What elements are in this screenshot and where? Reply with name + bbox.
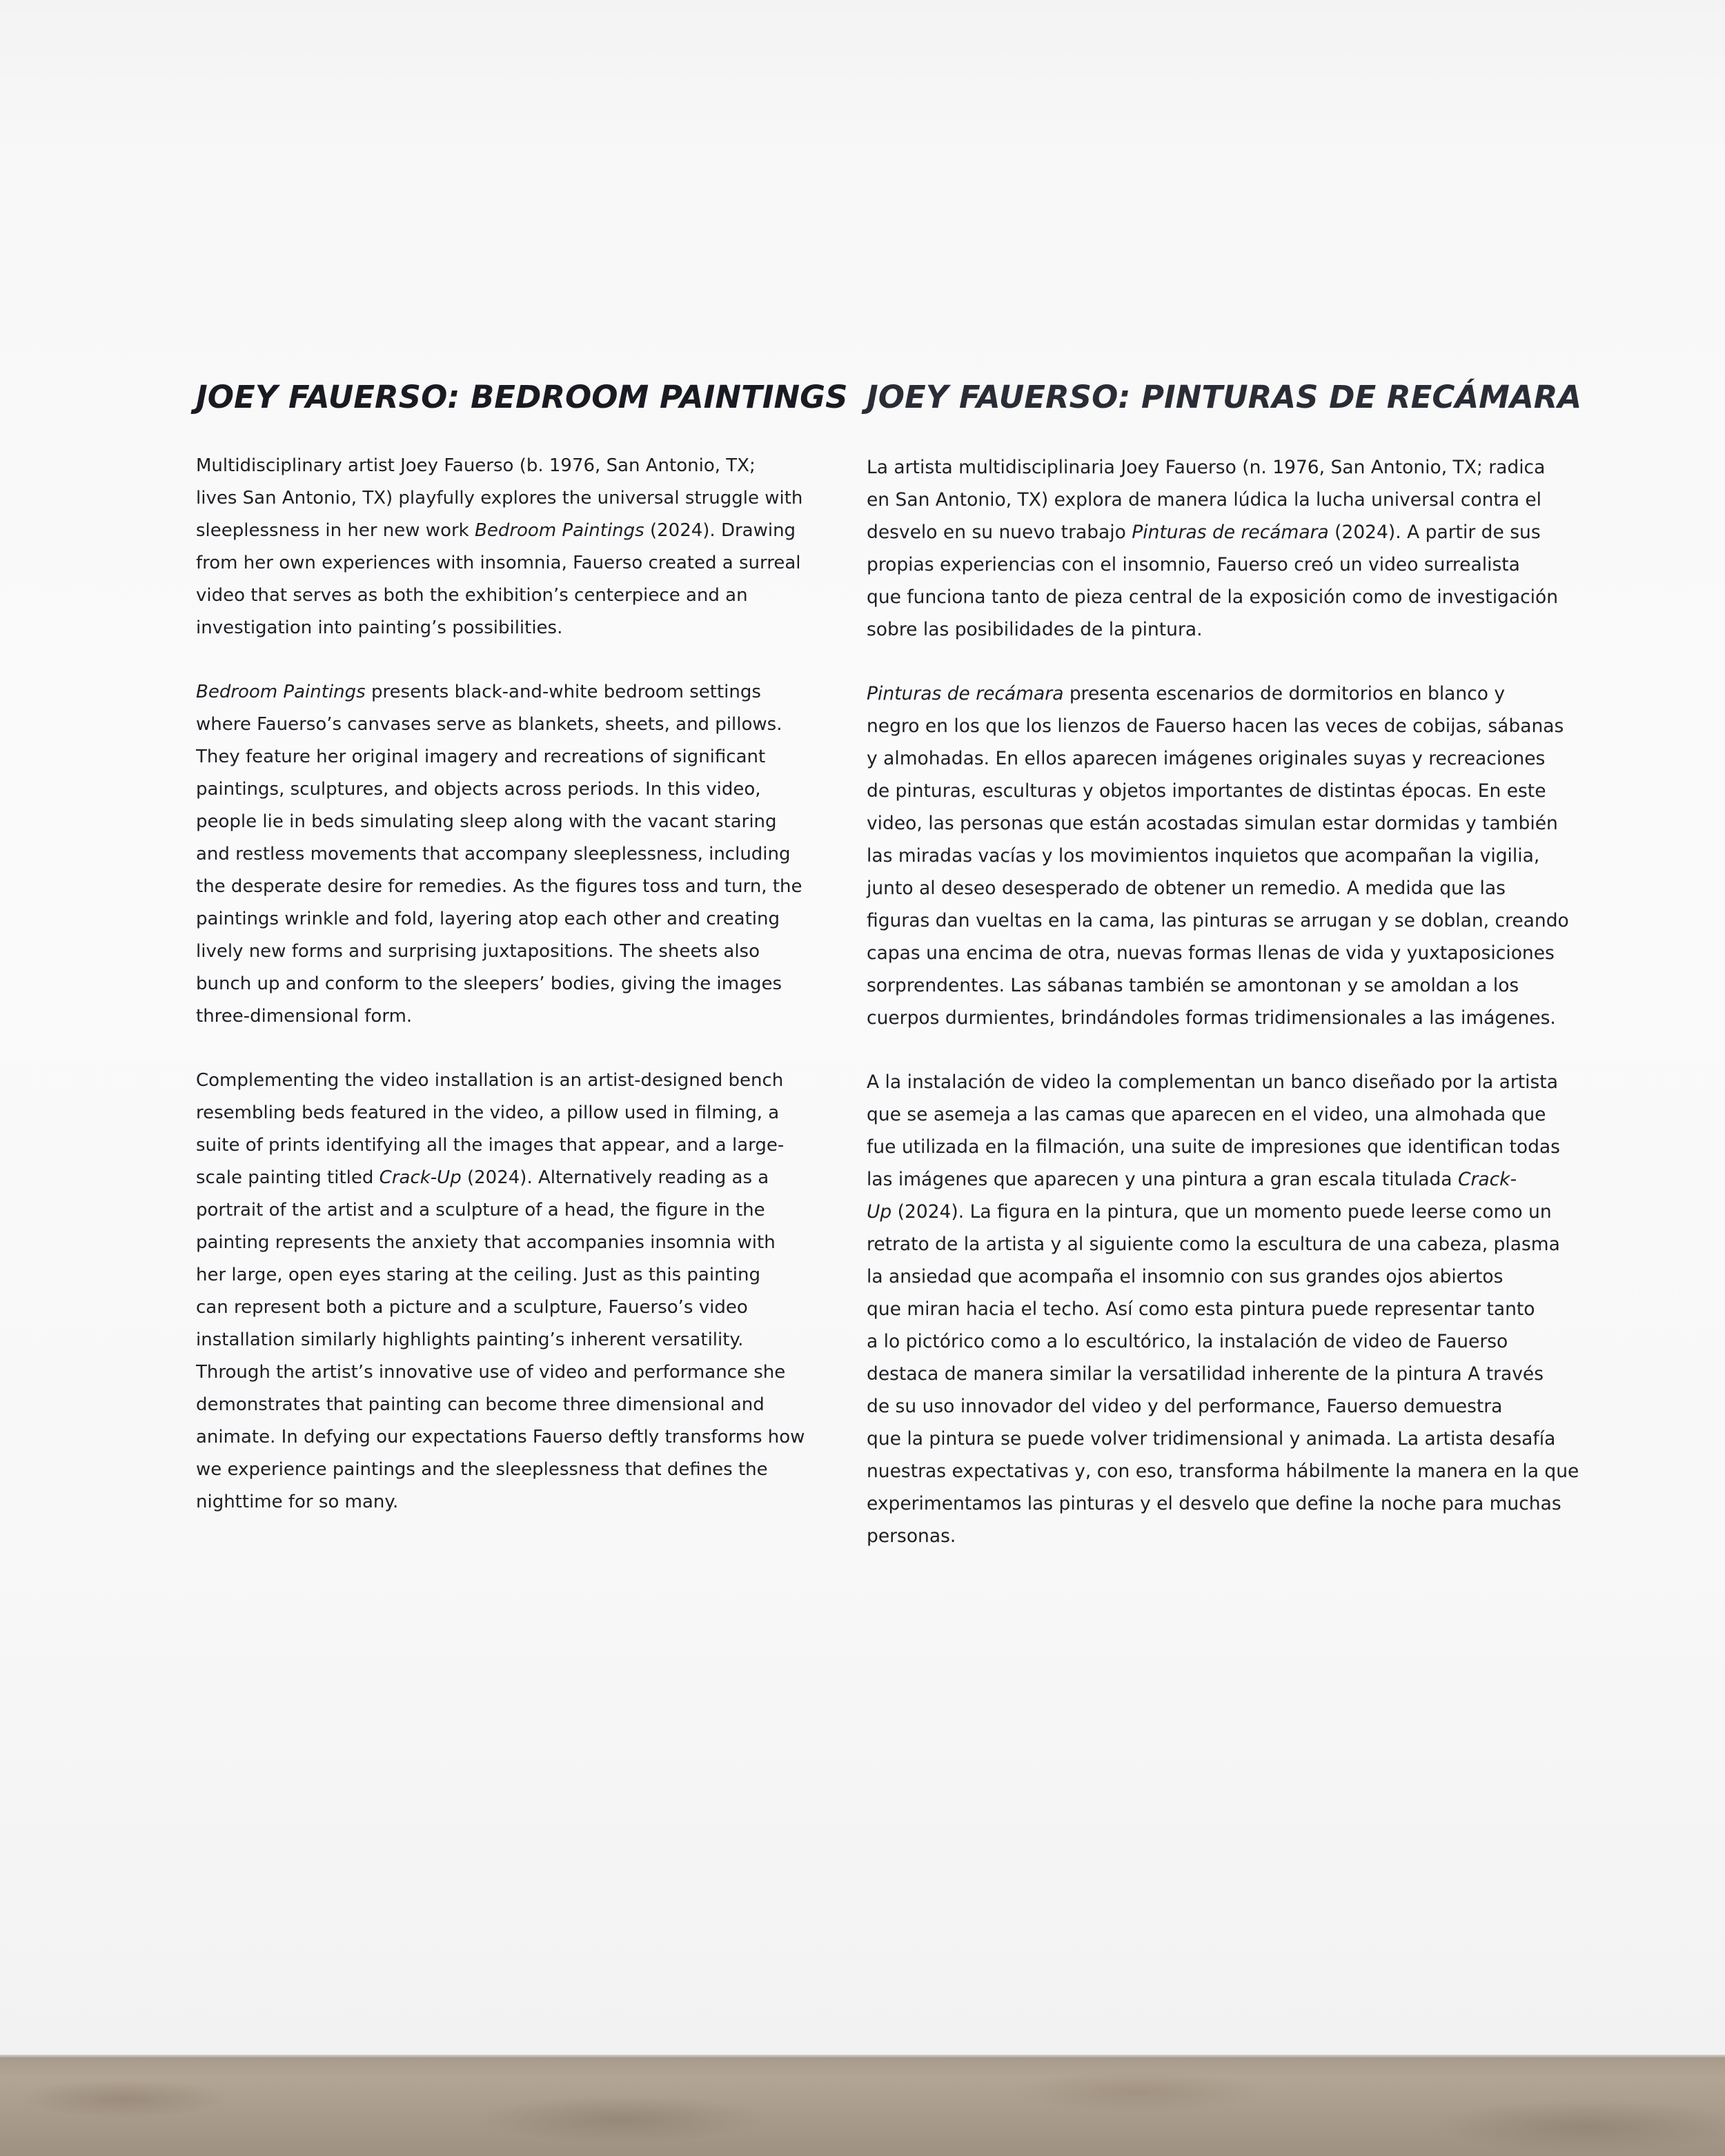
artwork-title: Crack- [1457,1169,1517,1190]
text-line: Pinturas de recámara presenta escenarios de dormitorios en blanco y [867,683,1506,704]
text-line: investigation into painting’s possibilities. [196,617,563,638]
text-line: que miran hacia el techo. Así como esta pintura puede representar tanto [867,1298,1535,1320]
english-title: JOEY FAUERSO: BEDROOM PAINTINGS [196,379,848,415]
text-line: bunch up and conform to the sleepers’ bodies, giving the images [196,973,782,994]
english-paragraph-3 [196,1065,817,1519]
text-line: cuerpos durmientes, brindándoles formas tridimensionales a las imágenes. [867,1007,1556,1029]
artwork-title: Bedroom Paintings [196,682,366,702]
text-line: Through the artist’s innovative use of video and performance she [196,1362,786,1383]
text-line: figuras dan vueltas en la cama, las pinturas se arrugan y se doblan, creando [867,910,1569,931]
text-line: destaca de manera similar la versatilidad inherente de la pintura A través [867,1363,1544,1385]
text-line: a lo pictórico como a lo escultórico, la instalación de video de Fauerso [867,1331,1508,1352]
text-line: La artista multidisciplinaria Joey Fauerso (n. 1976, San Antonio, TX; radica [867,457,1546,478]
text-line: demonstrates that painting can become three dimensional and [196,1394,765,1415]
spanish-wall-text [867,373,1582,1552]
text-line: paintings, sculptures, and objects across periods. In this video, [196,779,761,800]
artwork-title: Pinturas de recámara [1132,522,1329,543]
spanish-paragraph-3 [867,1066,1579,1552]
text-line: capas una encima de otra, nuevas formas llenas de vida y yuxtaposiciones [867,942,1555,964]
text-line: people lie in beds simulating sleep along with the vacant staring [196,811,777,832]
text-line: nighttime for so many. [196,1492,399,1512]
text-line: video that serves as both the exhibition’s centerpiece and an [196,585,748,606]
text-line: Complementing the video installation is an artist-designed bench [196,1070,784,1091]
text-line: junto al deseo desesperado de obtener un remedio. A medida que las [867,878,1506,899]
text-line: resembling beds featured in the video, a pillow used in filming, a [196,1102,780,1123]
text-line: Up (2024). La figura en la pintura, que un momento puede leerse como un [867,1201,1552,1223]
text-line: painting represents the anxiety that accompanies insomnia with [196,1232,776,1253]
concrete-floor [0,2057,1725,2156]
text-line: lives San Antonio, TX) playfully explores the universal struggle with [196,488,803,508]
text-line: negro en los que los lienzos de Fauerso hacen las veces de cobijas, sábanas [867,715,1564,737]
text-line: la ansiedad que acompaña el insomnio con sus grandes ojos abiertos [867,1266,1504,1287]
text-line: las imágenes que aparecen y una pintura a gran escala titulada Crack- [867,1169,1517,1190]
text-line: her large, open eyes staring at the ceiling. Just as this painting [196,1265,760,1285]
text-line: las miradas vacías y los movimientos inquietos que acompañan la vigilia, [867,845,1540,867]
text-line: portrait of the artist and a sculpture of a head, the figure in the [196,1200,765,1220]
text-line: the desperate desire for remedies. As the figures toss and turn, the [196,876,802,897]
spanish-paragraph-2 [867,678,1567,1034]
english-paragraph-1 [196,450,817,644]
text-line: three-dimensional form. [196,1006,413,1027]
text-line: animate. In defying our expectations Fauerso deftly transforms how [196,1427,805,1447]
text-line: and restless movements that accompany sleeplessness, including [196,844,791,864]
artwork-title: Up [867,1201,892,1223]
text-line: fue utilizada en la filmación, una suite de impresiones que identifican todas [867,1136,1560,1158]
text-line: y almohadas. En ellos aparecen imágenes originales suyas y recreaciones [867,748,1546,769]
artwork-title: Crack-Up [379,1167,462,1188]
artwork-title: Bedroom Paintings [475,520,644,541]
text-line: sleeplessness in her new work Bedroom Paintings (2024). Drawing [196,520,796,541]
text-line: suite of prints identifying all the images that appear, and a large- [196,1135,785,1156]
text-line: can represent both a picture and a sculpture, Fauerso’s video [196,1297,748,1318]
text-line: experimentamos las pinturas y el desvelo que define la noche para muchas [867,1493,1561,1514]
text-line: They feature her original imagery and recreations of significant [196,746,766,767]
text-line: propias experiencias con el insomnio, Fauerso creó un video surrealista [867,554,1520,575]
text-line: sorprendentes. Las sábanas también se amontonan y se amoldan a los [867,975,1519,996]
text-line: de su uso innovador del video y del performance, Fauerso demuestra [867,1396,1503,1417]
text-line: A la instalación de video la complementan un banco diseñado por la artista [867,1071,1558,1093]
text-line: desvelo en su nuevo trabajo Pinturas de recámara (2024). A partir de sus [867,522,1541,543]
text-line: de pinturas, esculturas y objetos importantes de distintas épocas. En este [867,780,1546,802]
text-line: que se asemeja a las camas que aparecen en el video, una almohada que [867,1104,1546,1125]
text-line: que funciona tanto de pieza central de la exposición como de investigación [867,586,1559,608]
text-line: lively new forms and surprising juxtapositions. The sheets also [196,941,760,962]
text-line: que la pintura se puede volver tridimensional y animada. La artista desafía [867,1428,1556,1450]
artwork-title: Pinturas de recámara [867,683,1064,704]
spanish-paragraph-1 [867,451,1567,646]
text-line: video, las personas que están acostadas simulan estar dormidas y también [867,813,1558,834]
text-line: paintings wrinkle and fold, layering atop each other and creating [196,909,780,929]
english-paragraph-2 [196,676,817,1033]
text-line: scale painting titled Crack-Up (2024). Alternatively reading as a [196,1167,769,1188]
text-line: nuestras expectativas y, con eso, transforma hábilmente la manera en la que [867,1461,1579,1482]
text-line: Multidisciplinary artist Joey Fauerso (b. 1976, San Antonio, TX; [196,455,756,476]
text-line: en San Antonio, TX) explora de manera lúdica la lucha universal contra el [867,489,1542,511]
text-line: installation similarly highlights painting’s inherent versatility. [196,1329,744,1350]
text-line: from her own experiences with insomnia, Fauerso created a surreal [196,553,801,573]
text-line: sobre las posibilidades de la pintura. [867,619,1203,640]
english-wall-text [196,373,848,1519]
text-line: Bedroom Paintings presents black-and-white bedroom settings [196,682,761,702]
text-line: where Fauerso’s canvases serve as blankets, sheets, and pillows. [196,714,782,735]
spanish-title: JOEY FAUERSO: PINTURAS DE RECÁMARA [867,379,1582,415]
text-line: personas. [867,1525,956,1547]
text-line: retrato de la artista y al siguiente como la escultura de una cabeza, plasma [867,1234,1560,1255]
text-line: we experience paintings and the sleeplessness that defines the [196,1459,768,1480]
